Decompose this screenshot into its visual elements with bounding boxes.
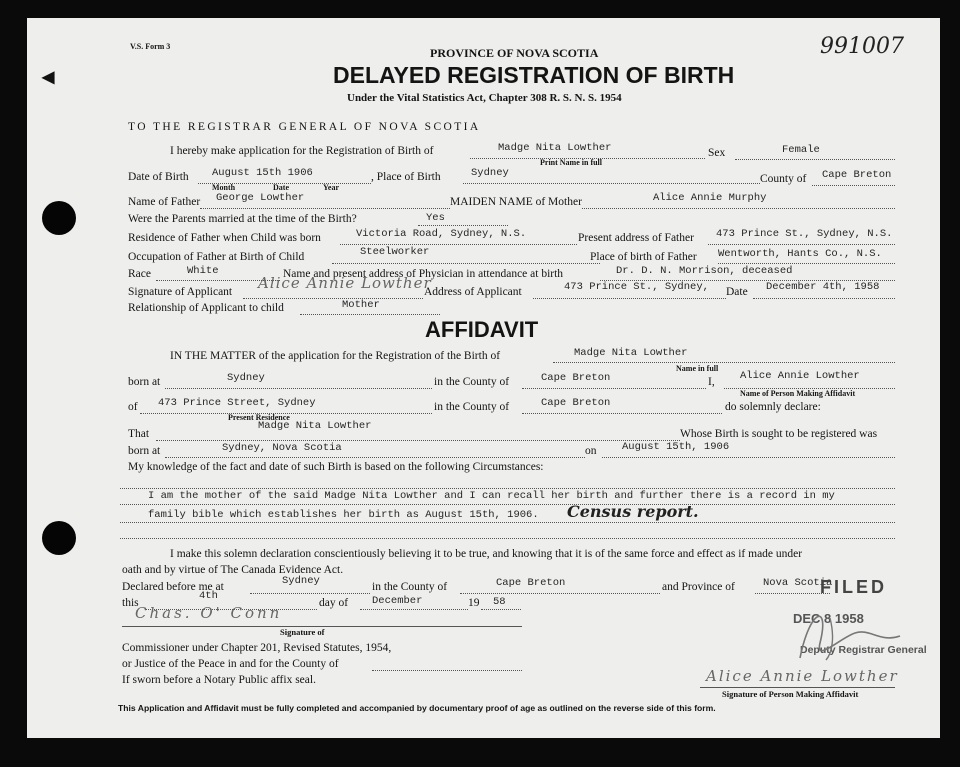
declared-county: Cape Breton — [496, 577, 566, 589]
caption: Signature of Person Making Affidavit — [722, 689, 859, 699]
label: born at — [128, 445, 161, 457]
label: this — [122, 597, 139, 609]
father-name: George Lowther — [216, 192, 305, 204]
label: IN THE MATTER of the application for the Registration of the Birth of — [170, 350, 501, 362]
place-of-birth: Sydney — [471, 167, 509, 179]
stamp-office: Deputy Registrar General — [800, 644, 927, 656]
caption: Date — [273, 183, 289, 192]
affidavit-child-name: Madge Nita Lowther — [574, 347, 688, 359]
mother-maiden-name: Alice Annie Murphy — [653, 192, 767, 204]
affidavit-county: Cape Breton — [541, 372, 611, 384]
label: Signature of Applicant — [128, 286, 233, 298]
county: Cape Breton — [822, 169, 892, 181]
page-title: DELAYED REGISTRATION OF BIRTH — [333, 62, 735, 88]
label: That — [128, 428, 150, 440]
application-date: December 4th, 1958 — [766, 281, 880, 293]
label: Name of Father — [128, 196, 201, 208]
label: do solemnly declare: — [725, 401, 821, 413]
census-note: Census report. — [567, 502, 699, 521]
caption: Print Name in full — [540, 158, 602, 167]
label: Were the Parents married at the time of the Birth? — [128, 213, 357, 225]
label: If sworn before a Notary Public affix seal. — [122, 674, 316, 686]
applicant-address: 473 Prince St., Sydney, — [564, 281, 709, 293]
deponent-name: Alice Annie Lowther — [740, 370, 860, 382]
physician: Dr. D. N. Morrison, deceased — [616, 265, 793, 277]
declaration-text: oath and by virtue of The Canada Evidence Act. — [122, 564, 344, 576]
father-occupation: Steelworker — [360, 246, 430, 258]
label: County of — [760, 173, 807, 185]
label: , Place of Birth — [371, 171, 441, 183]
addressee: TO THE REGISTRAR GENERAL OF NOVA SCOTIA — [128, 121, 481, 133]
deponent-signature: Alice Annie Lowther — [706, 667, 899, 685]
label: I, — [708, 376, 715, 388]
parents-married: Yes — [426, 212, 445, 224]
declared-month: December — [372, 595, 423, 607]
label: Declared before me at — [122, 581, 224, 593]
label: My knowledge of the fact and date of such Birth is based on the following Circumstances: — [128, 461, 544, 473]
label: MAIDEN NAME of Mother — [450, 196, 582, 208]
label: Whose Birth is sought to be registered was — [680, 428, 878, 440]
child-name: Madge Nita Lowther — [498, 142, 612, 154]
stamp-date: DEC 8 1958 — [793, 611, 864, 626]
race: White — [187, 265, 219, 277]
label: Present address of Father — [578, 232, 694, 244]
label: 19 — [468, 597, 480, 609]
label: Residence of Father when Child was born — [128, 232, 321, 244]
label: Sex — [708, 147, 726, 159]
declared-at: Sydney — [282, 575, 320, 587]
caption: Name of Person Making Affidavit — [740, 389, 856, 398]
deponent-county: Cape Breton — [541, 397, 611, 409]
father-present-address: 473 Prince St., Sydney, N.S. — [716, 228, 893, 240]
label: Place of birth of Father — [590, 251, 697, 263]
caption: Signature of — [280, 627, 325, 637]
applicant-signature: Alice Annie Lowther — [258, 274, 432, 292]
declared-province: Nova Scotia — [763, 577, 833, 589]
label: of — [128, 401, 138, 413]
label: or Justice of the Peace in and for the County of — [122, 658, 339, 670]
punch-hole — [42, 521, 76, 555]
circumstances-line-1: I am the mother of the said Madge Nita Lowther and I can recall her birth and further there is a record in my — [148, 490, 835, 502]
file-number: 991007 — [820, 34, 904, 59]
father-birthplace: Wentworth, Hants Co., N.S. — [718, 248, 882, 260]
affidavit-born-at: Sydney — [227, 372, 265, 384]
relationship: Mother — [342, 299, 380, 311]
that-name: Madge Nita Lowther — [258, 420, 372, 432]
born-place-full: Sydney, Nova Scotia — [222, 442, 342, 454]
caption: Month — [212, 183, 236, 192]
punch-hole — [42, 201, 76, 235]
footer-note: This Application and Affidavit must be fully completed and accompanied by documentary proof of age as outlined on the reverse side of this form. — [118, 703, 716, 713]
registrar-initials-scribble — [760, 598, 910, 668]
label: I hereby make application for the Registration of Birth of — [170, 145, 434, 157]
page-subtitle: Under the Vital Statistics Act, Chapter 308 R. S. N. S. 1954 — [347, 92, 622, 104]
born-on: August 15th, 1906 — [622, 441, 730, 453]
caption: Year — [323, 183, 339, 192]
label: Relationship of Applicant to child — [128, 302, 284, 314]
form-number: V.S. Form 3 — [130, 42, 171, 51]
circumstances-line-2: family bible which establishes her birth as August 15th, 1906. — [148, 509, 539, 521]
label: Date — [726, 286, 748, 298]
label: Occupation of Father at Birth of Child — [128, 251, 305, 263]
label: in the County of — [372, 581, 448, 593]
deponent-residence: 473 Prince Street, Sydney — [158, 397, 316, 409]
label: and Province of — [662, 581, 735, 593]
label: Date of Birth — [128, 171, 189, 183]
caption: Name in full — [676, 364, 719, 373]
label: Race — [128, 268, 151, 280]
caption: Present Residence — [228, 413, 290, 422]
label: day of — [319, 597, 349, 609]
label: Name and present address of Physician in attendance at birth — [283, 268, 564, 280]
declared-day: 4th — [199, 590, 218, 602]
label: born at — [128, 376, 161, 388]
arrow-mark: ◀ — [42, 69, 55, 86]
declaration-text: I make this solemn declaration conscientiously believing it to be true, and knowing that it is of the same force and effect as if made under — [170, 548, 803, 560]
filed-stamp: FILED — [820, 577, 887, 597]
label: Address of Applicant — [424, 286, 522, 298]
sex-value: Female — [782, 144, 820, 156]
declared-year: 58 — [493, 596, 506, 608]
label: in the County of — [434, 376, 510, 388]
label: in the County of — [434, 401, 510, 413]
label: on — [585, 445, 597, 457]
commissioner-signature: Chas. O' Conn — [135, 604, 283, 622]
father-residence: Victoria Road, Sydney, N.S. — [356, 228, 527, 240]
birth-date: August 15th 1906 — [212, 167, 313, 179]
label: Commissioner under Chapter 201, Revised Statutes, 1954, — [122, 642, 392, 654]
affidavit-heading: AFFIDAVIT — [425, 317, 539, 342]
province-heading: PROVINCE OF NOVA SCOTIA — [430, 46, 599, 60]
